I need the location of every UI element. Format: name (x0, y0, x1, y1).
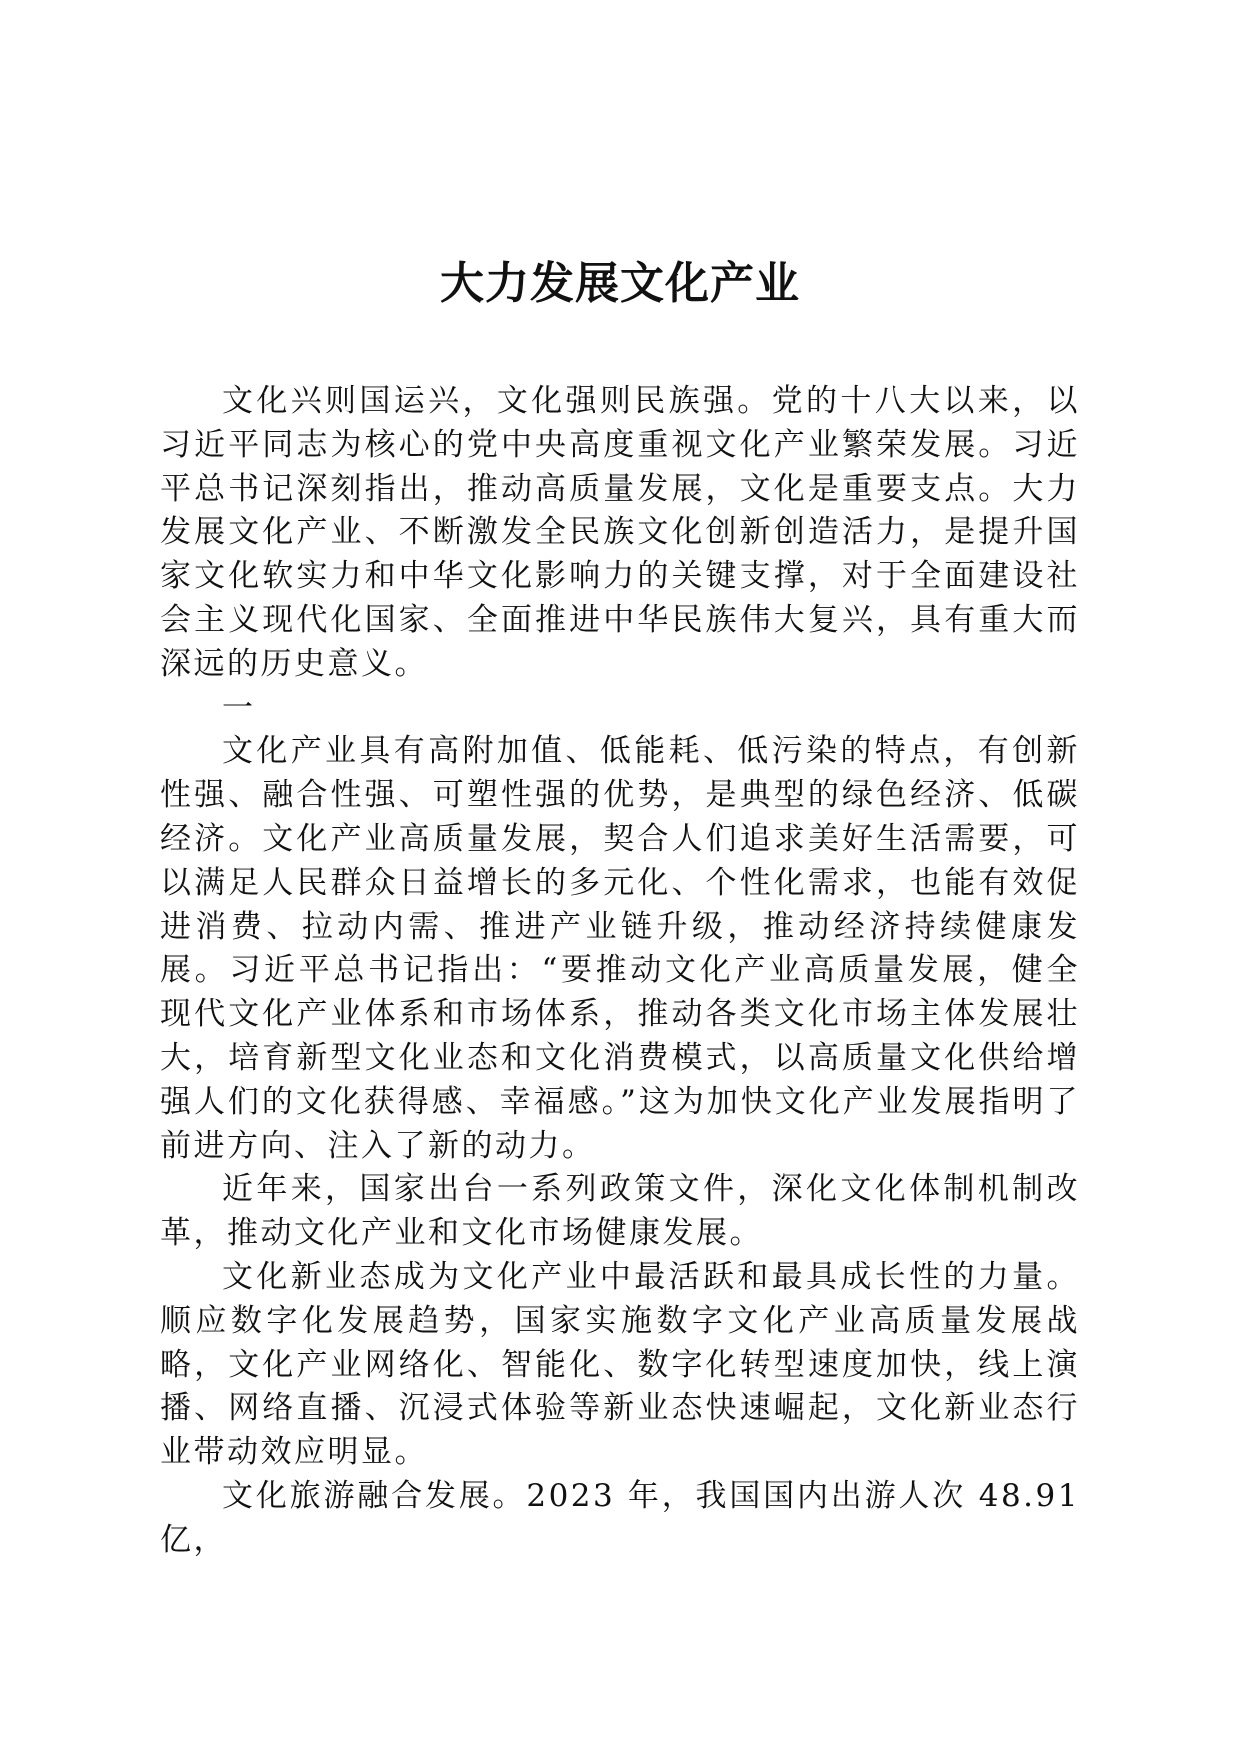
section1-paragraph-2: 近年来，国家出台一系列政策文件，深化文化体制机制改革，推动文化产业和文化市场健康发展。 (160, 1171, 1080, 1252)
intro-paragraph: 文化兴则国运兴，文化强则民族强。党的十八大以来，以习近平同志为核心的党中央高度重视文化产业繁荣发展。习近平总书记深刻指出，推动高质量发展，文化是重要支点。大力发展文化产业、不断激发全民族文化创新创造活力，是提升国家文化软实力和中华文化影响力的关键支撑，对于全面建设社会主义现代化国家、全面推进中华民族伟大复兴，具有重大而深远的历史意义。 (160, 383, 1080, 682)
section1-paragraph-1: 文化产业具有高附加值、低能耗、低污染的特点，有创新性强、融合性强、可塑性强的优势，是典型的绿色经济、低碳经济。文化产业高质量发展，契合人们追求美好生活需要，可以满足人民群众日益增长的多元化、个性化需求，也能有效促进消费、拉动内需、推进产业链升级，推动经济持续健康发展。习近平总书记指出：“要推动文化产业高质量发展，健全现代文化产业体系和市场体系，推动各类文化市场主体发展壮大，培育新型文化业态和文化消费模式，以高质量文化供给增强人们的文化获得感、幸福感。”这为加快文化产业发展指明了前进方向、注入了新的动力。 (160, 733, 1080, 1164)
section1-paragraph-4: 文化旅游融合发展。2023 年，我国国内出游人次 48.91 亿， (160, 1477, 1080, 1558)
section1-paragraph-3: 文化新业态成为文化产业中最活跃和最具成长性的力量。顺应数字化发展趋势，国家实施数字文化产业高质量发展战略，文化产业网络化、智能化、数字化转型速度加快，线上演播、网络直播、沉浸式体验等新业态快速崛起，文化新业态行业带动效应明显。 (160, 1258, 1080, 1471)
document-body (160, 380, 1080, 1563)
section-number: 一 (222, 689, 253, 726)
document-title: 大力发展文化产业 (440, 258, 800, 309)
